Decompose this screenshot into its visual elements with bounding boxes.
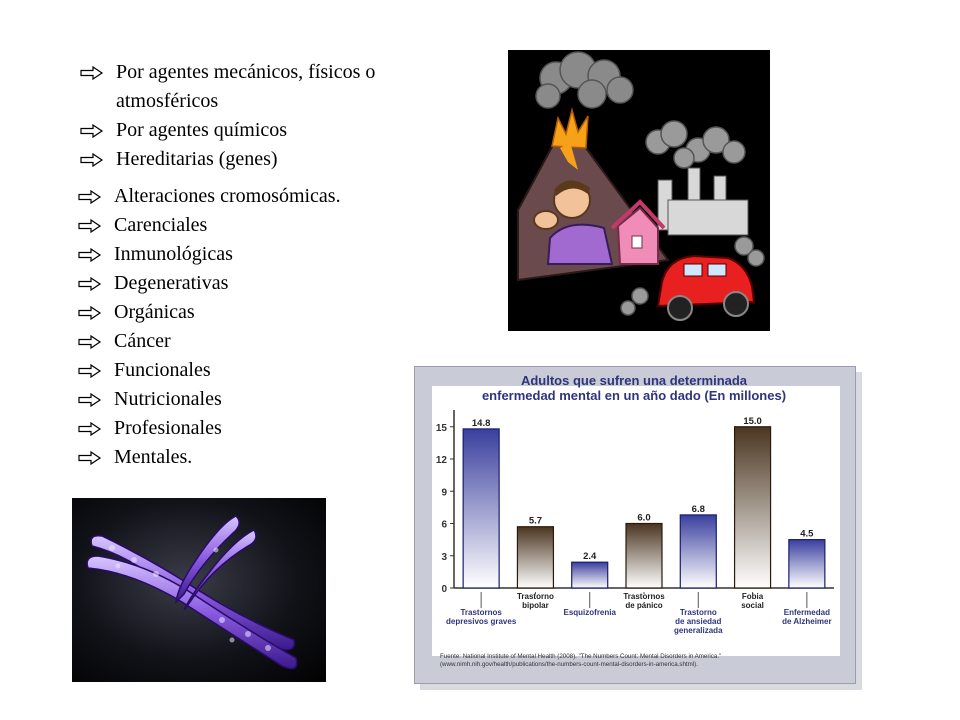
- chromosome-photo: [72, 498, 326, 682]
- list-item: [78, 211, 341, 240]
- disease-types-list: [78, 182, 341, 472]
- category-label: de Alzheimer: [782, 617, 832, 626]
- pollution-illustration: [508, 50, 770, 331]
- list-item: [78, 240, 341, 269]
- category-label: bipolar: [522, 601, 549, 610]
- bar-value-label: 4.5: [800, 528, 814, 540]
- list-item: [78, 182, 341, 211]
- list-item: [80, 116, 375, 145]
- source-note-line-2: (www.nimh.nih.gov/health/publications/the-numbers-count-mental-disorders-in-america.shtml).: [440, 661, 698, 668]
- list-item: [78, 414, 341, 443]
- list-item-text: Orgánicas: [114, 301, 195, 323]
- category-label: Trastorno: [516, 592, 554, 601]
- source-note-line-1: Fuente: National Institute of Mental Health (2008). "The Numbers Count: Mental Disorders in America.": [440, 653, 722, 660]
- hollow-arrow-bullet-icon: [78, 277, 102, 291]
- bar: [517, 527, 553, 588]
- list-item-text: Profesionales: [114, 417, 222, 439]
- list-item-text: Carenciales: [114, 214, 208, 236]
- list-item-text: Por agentes mecánicos, físicos o: [116, 61, 376, 83]
- list-item: [78, 356, 341, 385]
- y-tick-label: 15: [435, 422, 447, 434]
- list-item: [78, 269, 341, 298]
- hollow-arrow-bullet-icon: [78, 248, 102, 262]
- chart-title-line-1: Adultos que sufren una determinada: [520, 373, 748, 388]
- y-tick-label: 9: [441, 487, 447, 499]
- hollow-arrow-bullet-icon: [78, 335, 102, 349]
- list-item-text: Nutricionales: [114, 388, 222, 410]
- hollow-arrow-bullet-icon: [80, 124, 104, 138]
- category-label: de pánico: [625, 601, 663, 610]
- y-tick-label: 12: [435, 455, 447, 466]
- list-item-text: Alteraciones cromosómicas.: [114, 185, 341, 207]
- hollow-arrow-bullet-icon: [78, 393, 102, 407]
- bar: [789, 540, 825, 588]
- list-item-text: Funcionales: [114, 359, 211, 381]
- y-tick-label: 6: [441, 519, 447, 531]
- category-label: Trastornos: [460, 608, 502, 617]
- bar-value-label: 2.4: [583, 551, 597, 563]
- category-label: social: [741, 601, 764, 610]
- bar-value-label: 6.0: [637, 512, 651, 524]
- list-item-text: Hereditarias (genes): [116, 148, 278, 170]
- hollow-arrow-bullet-icon: [78, 451, 102, 465]
- list-item: [78, 443, 341, 472]
- hollow-arrow-bullet-icon: [78, 422, 102, 436]
- category-label: de ansiedad: [675, 617, 722, 626]
- list-item-text: Cáncer: [114, 330, 171, 352]
- chart-title-line-2: enfermedad mental en un año dado (En millones): [481, 388, 787, 403]
- hollow-arrow-bullet-icon: [80, 153, 104, 167]
- bar: [463, 429, 499, 588]
- bar-value-label: 5.7: [528, 515, 543, 527]
- list-item-text: Mentales.: [114, 446, 193, 468]
- category-label: Trastorno: [679, 608, 717, 617]
- hollow-arrow-bullet-icon: [80, 66, 104, 80]
- hollow-arrow-bullet-icon: [78, 306, 102, 320]
- list-item: [78, 327, 341, 356]
- y-tick-label: 3: [441, 551, 447, 563]
- category-label: Enfermedad: [783, 608, 830, 617]
- causes-list: [80, 58, 375, 174]
- hollow-arrow-bullet-icon: [78, 219, 102, 233]
- list-item: [78, 298, 341, 327]
- list-item: [80, 58, 375, 116]
- hollow-arrow-bullet-icon: [78, 364, 102, 378]
- bar: [626, 524, 662, 589]
- mental-illness-bar-chart: [414, 366, 854, 682]
- y-tick-label: 0: [441, 584, 447, 595]
- category-label: depresivos graves: [446, 617, 517, 626]
- bar: [680, 515, 716, 588]
- bar: [735, 427, 771, 588]
- list-item-text: Inmunológicas: [114, 243, 233, 265]
- list-item: [80, 145, 375, 174]
- category-label: Fobia: [741, 592, 764, 601]
- list-item-text: Por agentes químicos: [116, 119, 288, 141]
- bar-value-label: 14.8: [471, 417, 491, 429]
- category-label: Trastornos: [623, 592, 665, 601]
- list-item-text-continued: atmosféricos: [116, 90, 219, 112]
- bar-value-label: 15.0: [743, 415, 762, 427]
- hollow-arrow-bullet-icon: [78, 190, 102, 204]
- list-item: [78, 385, 341, 414]
- category-label: generalizada: [674, 626, 723, 635]
- list-item-text: Degenerativas: [114, 272, 229, 294]
- bar-value-label: 6.8: [691, 503, 705, 515]
- bar: [572, 562, 608, 588]
- category-label: Esquizofrenia: [563, 608, 616, 617]
